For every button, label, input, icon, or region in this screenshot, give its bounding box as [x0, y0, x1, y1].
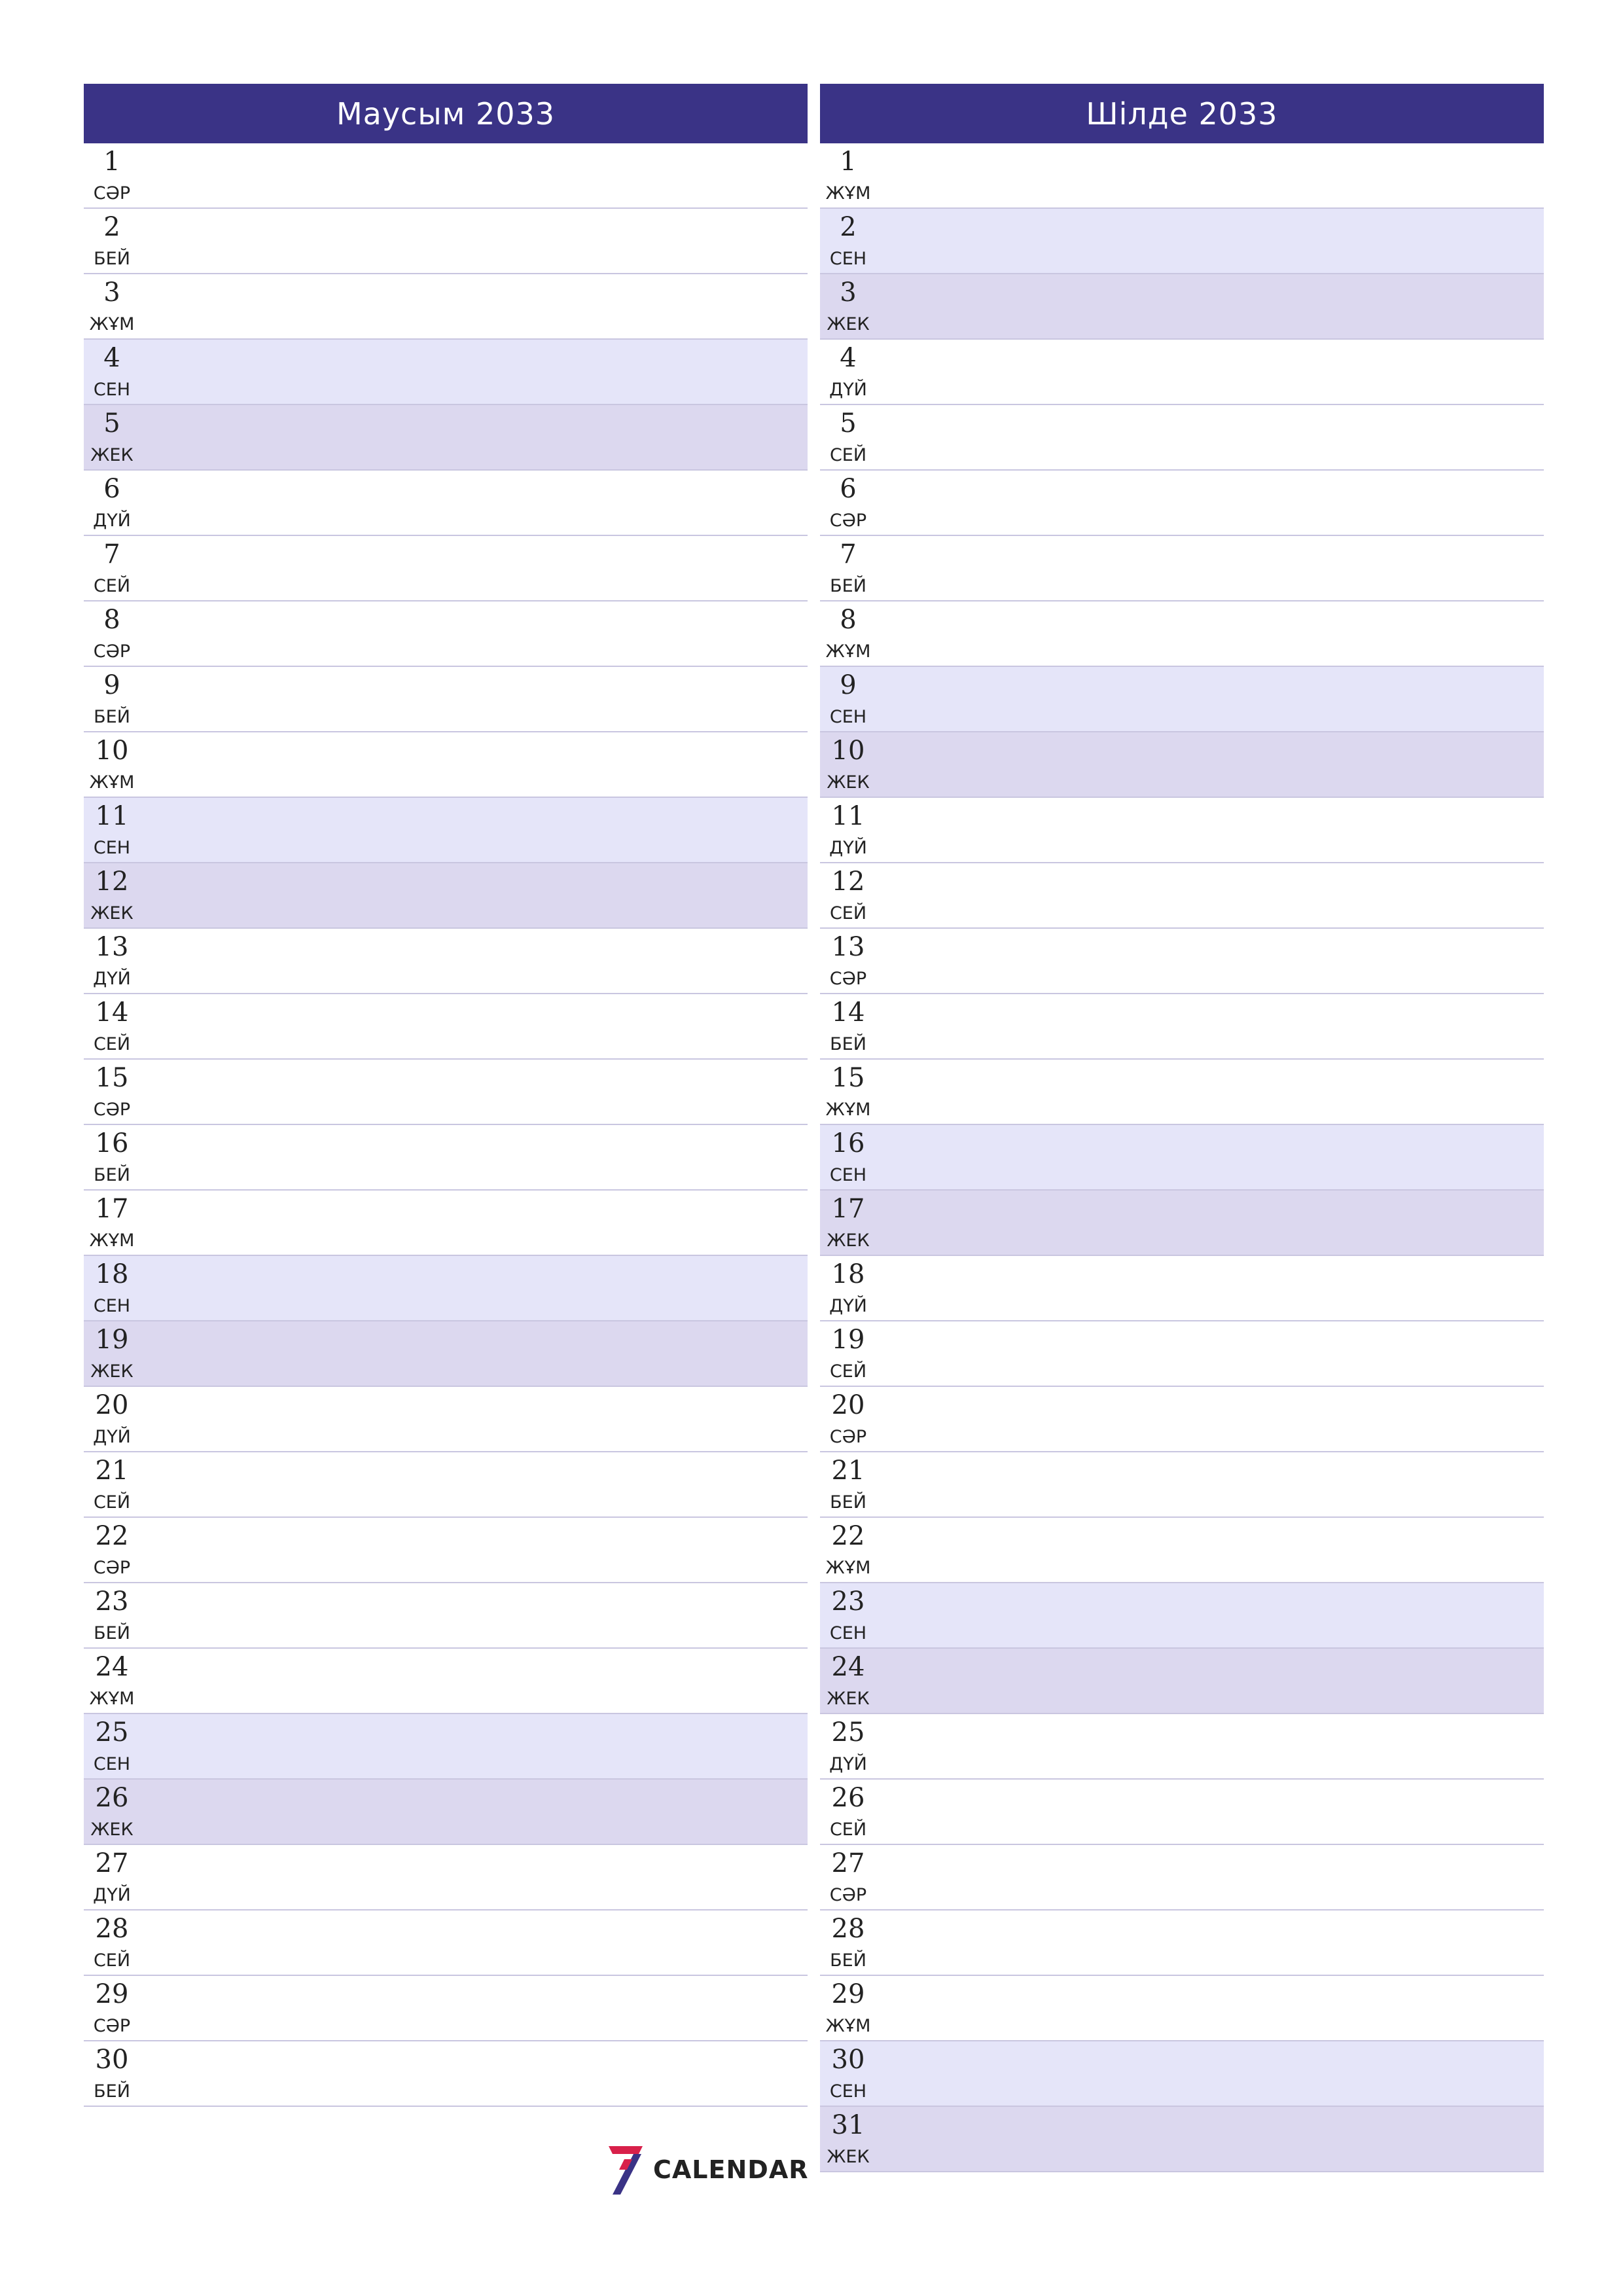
day-number: 5: [103, 408, 120, 439]
day-row: [84, 601, 808, 667]
day-row: [820, 929, 1544, 994]
day-row: [84, 536, 808, 601]
weekday-name: СӘР: [93, 1558, 131, 1578]
weekday-name: ЖЕК: [827, 314, 870, 334]
day-row: [820, 1191, 1544, 1256]
weekday-name: ДҮЙ: [93, 969, 131, 989]
day-row: [820, 863, 1544, 929]
month-june: [84, 84, 808, 2107]
day-number: 29: [95, 1979, 129, 2009]
weekday-name: СЕЙ: [93, 1034, 131, 1054]
day-row: [820, 2107, 1544, 2172]
day-number: 6: [103, 474, 120, 504]
day-row: [84, 1321, 808, 1387]
day-row: [820, 732, 1544, 798]
day-number: 18: [95, 1259, 129, 1289]
weekday-name: ЖҰМ: [89, 1689, 135, 1709]
weekday-name: БЕЙ: [94, 1623, 130, 1643]
day-number: 24: [831, 1652, 865, 1682]
day-row: [820, 1780, 1544, 1845]
day-number: 5: [840, 408, 857, 439]
weekday-name: СӘР: [93, 183, 131, 204]
weekday-name: СӘР: [829, 511, 867, 531]
day-number: 19: [831, 1325, 865, 1355]
weekday-name: ЖЕК: [827, 2147, 870, 2167]
weekday-name: ЖЕК: [827, 1689, 870, 1709]
weekday-name: ДҮЙ: [829, 1754, 867, 1774]
weekday-name: СӘР: [93, 641, 131, 662]
weekday-name: БЕЙ: [94, 1165, 130, 1185]
day-row: [820, 274, 1544, 340]
day-list: [820, 143, 1544, 2172]
weekday-name: ДҮЙ: [93, 1427, 131, 1447]
weekday-name: БЕЙ: [94, 249, 130, 269]
day-row: [84, 1452, 808, 1518]
seven-calendar-logo-icon: [605, 2144, 645, 2196]
logo-text: CALENDAR: [653, 2155, 809, 2184]
day-number: 27: [95, 1848, 129, 1878]
weekday-name: СЕЙ: [93, 1492, 131, 1513]
day-number: 11: [95, 801, 129, 831]
day-number: 27: [831, 1848, 865, 1878]
weekday-name: СЕН: [829, 2081, 867, 2102]
day-row: [84, 1518, 808, 1583]
day-row: [84, 798, 808, 863]
brand-logo: [605, 2144, 808, 2196]
day-number: 17: [95, 1194, 129, 1224]
weekday-name: СӘР: [93, 1100, 131, 1120]
day-number: 28: [831, 1914, 865, 1944]
day-number: 10: [95, 736, 129, 766]
day-number: 2: [103, 212, 120, 242]
day-row: [820, 1649, 1544, 1714]
day-number: 9: [103, 670, 120, 700]
day-number: 28: [95, 1914, 129, 1944]
weekday-name: ЖҰМ: [825, 1100, 871, 1120]
weekday-name: ЖҰМ: [89, 772, 135, 793]
day-number: 19: [95, 1325, 129, 1355]
day-row: [84, 1649, 808, 1714]
day-row: [84, 143, 808, 209]
month-title: Маусым 2033: [84, 84, 808, 143]
day-row: [820, 2041, 1544, 2107]
weekday-name: ЖЕК: [90, 1361, 134, 1382]
day-number: 1: [840, 147, 857, 177]
day-row: [820, 798, 1544, 863]
weekday-name: СЕЙ: [829, 1820, 867, 1840]
day-row: [820, 994, 1544, 1060]
day-number: 7: [103, 539, 120, 569]
weekday-name: СЕЙ: [829, 445, 867, 465]
day-row: [84, 1191, 808, 1256]
day-number: 14: [95, 997, 129, 1028]
weekday-name: ДҮЙ: [829, 838, 867, 858]
weekday-name: СӘР: [829, 1885, 867, 1905]
weekday-name: СӘР: [829, 969, 867, 989]
day-row: [84, 1976, 808, 2041]
day-row: [84, 1845, 808, 1910]
day-row: [84, 405, 808, 471]
weekday-name: СЕН: [93, 838, 131, 858]
weekday-name: ЖЕК: [90, 445, 134, 465]
weekday-name: БЕЙ: [830, 1034, 866, 1054]
day-number: 17: [831, 1194, 865, 1224]
day-row: [84, 1060, 808, 1125]
day-row: [820, 143, 1544, 209]
day-number: 16: [831, 1128, 865, 1158]
weekday-name: СӘР: [829, 1427, 867, 1447]
weekday-name: ЖЕК: [90, 903, 134, 924]
day-number: 30: [831, 2045, 865, 2075]
weekday-name: ЖЕК: [827, 1230, 870, 1251]
weekday-name: СЕН: [829, 1165, 867, 1185]
day-number: 18: [831, 1259, 865, 1289]
day-number: 26: [95, 1783, 129, 1813]
day-row: [820, 1910, 1544, 1976]
weekday-name: СЕЙ: [829, 1361, 867, 1382]
weekday-name: СЕН: [93, 1754, 131, 1774]
day-number: 11: [831, 801, 865, 831]
weekday-name: ЖҰМ: [825, 1558, 871, 1578]
day-row: [820, 1518, 1544, 1583]
day-row: [84, 1583, 808, 1649]
weekday-name: СЕЙ: [93, 1950, 131, 1971]
weekday-name: БЕЙ: [94, 2081, 130, 2102]
month-title: Шілде 2033: [820, 84, 1544, 143]
day-list: [84, 143, 808, 2107]
day-number: 8: [840, 605, 857, 635]
day-row: [820, 1256, 1544, 1321]
day-row: [820, 536, 1544, 601]
day-row: [84, 732, 808, 798]
day-number: 4: [103, 343, 120, 373]
day-row: [820, 601, 1544, 667]
weekday-name: ЖҰМ: [825, 2016, 871, 2036]
day-number: 31: [831, 2110, 865, 2140]
month-july: [820, 84, 1544, 2172]
day-number: 15: [95, 1063, 129, 1093]
weekday-name: СЕН: [829, 249, 867, 269]
day-row: [84, 1387, 808, 1452]
day-number: 16: [95, 1128, 129, 1158]
day-row: [84, 667, 808, 732]
day-number: 22: [95, 1521, 129, 1551]
day-row: [84, 209, 808, 274]
day-row: [84, 1910, 808, 1976]
day-number: 20: [95, 1390, 129, 1420]
day-number: 7: [840, 539, 857, 569]
weekday-name: СЕН: [93, 380, 131, 400]
day-row: [820, 340, 1544, 405]
weekday-name: ЖЕК: [827, 772, 870, 793]
day-row: [820, 667, 1544, 732]
day-row: [820, 471, 1544, 536]
day-number: 3: [840, 278, 857, 308]
day-number: 13: [831, 932, 865, 962]
day-number: 1: [103, 147, 120, 177]
day-row: [84, 863, 808, 929]
day-number: 25: [831, 1717, 865, 1748]
day-row: [84, 1714, 808, 1780]
day-number: 29: [831, 1979, 865, 2009]
day-row: [820, 1452, 1544, 1518]
weekday-name: СӘР: [93, 2016, 131, 2036]
day-number: 21: [831, 1456, 865, 1486]
day-number: 20: [831, 1390, 865, 1420]
day-number: 4: [840, 343, 857, 373]
weekday-name: БЕЙ: [830, 576, 866, 596]
day-number: 15: [831, 1063, 865, 1093]
day-number: 30: [95, 2045, 129, 2075]
day-number: 9: [840, 670, 857, 700]
day-number: 8: [103, 605, 120, 635]
day-row: [820, 1060, 1544, 1125]
day-row: [820, 1976, 1544, 2041]
day-number: 6: [840, 474, 857, 504]
weekday-name: ЖҰМ: [825, 183, 871, 204]
day-row: [820, 1387, 1544, 1452]
day-number: 13: [95, 932, 129, 962]
weekday-name: СЕН: [829, 707, 867, 727]
day-number: 24: [95, 1652, 129, 1682]
day-row: [84, 1125, 808, 1191]
weekday-name: СЕЙ: [93, 576, 131, 596]
day-row: [84, 1780, 808, 1845]
day-row: [820, 1583, 1544, 1649]
weekday-name: ДҮЙ: [829, 380, 867, 400]
day-number: 10: [831, 736, 865, 766]
day-row: [84, 2041, 808, 2107]
day-number: 25: [95, 1717, 129, 1748]
day-row: [820, 405, 1544, 471]
day-row: [84, 340, 808, 405]
day-row: [820, 209, 1544, 274]
weekday-name: БЕЙ: [830, 1950, 866, 1971]
day-row: [84, 994, 808, 1060]
day-number: 14: [831, 997, 865, 1028]
day-number: 21: [95, 1456, 129, 1486]
weekday-name: ДҮЙ: [93, 511, 131, 531]
weekday-name: СЕЙ: [829, 903, 867, 924]
day-row: [820, 1845, 1544, 1910]
day-row: [84, 929, 808, 994]
weekday-name: ЖЕК: [90, 1820, 134, 1840]
weekday-name: ДҮЙ: [93, 1885, 131, 1905]
day-row: [820, 1714, 1544, 1780]
day-number: 3: [103, 278, 120, 308]
weekday-name: ЖҰМ: [89, 1230, 135, 1251]
day-number: 12: [95, 867, 129, 897]
day-row: [84, 1256, 808, 1321]
day-number: 12: [831, 867, 865, 897]
weekday-name: ДҮЙ: [829, 1296, 867, 1316]
day-row: [820, 1125, 1544, 1191]
weekday-name: СЕН: [829, 1623, 867, 1643]
day-number: 22: [831, 1521, 865, 1551]
day-row: [820, 1321, 1544, 1387]
weekday-name: СЕН: [93, 1296, 131, 1316]
weekday-name: ЖҰМ: [89, 314, 135, 334]
day-number: 23: [831, 1587, 865, 1617]
weekday-name: БЕЙ: [94, 707, 130, 727]
day-number: 26: [831, 1783, 865, 1813]
weekday-name: ЖҰМ: [825, 641, 871, 662]
day-number: 23: [95, 1587, 129, 1617]
day-number: 2: [840, 212, 857, 242]
weekday-name: БЕЙ: [830, 1492, 866, 1513]
day-row: [84, 274, 808, 340]
day-row: [84, 471, 808, 536]
